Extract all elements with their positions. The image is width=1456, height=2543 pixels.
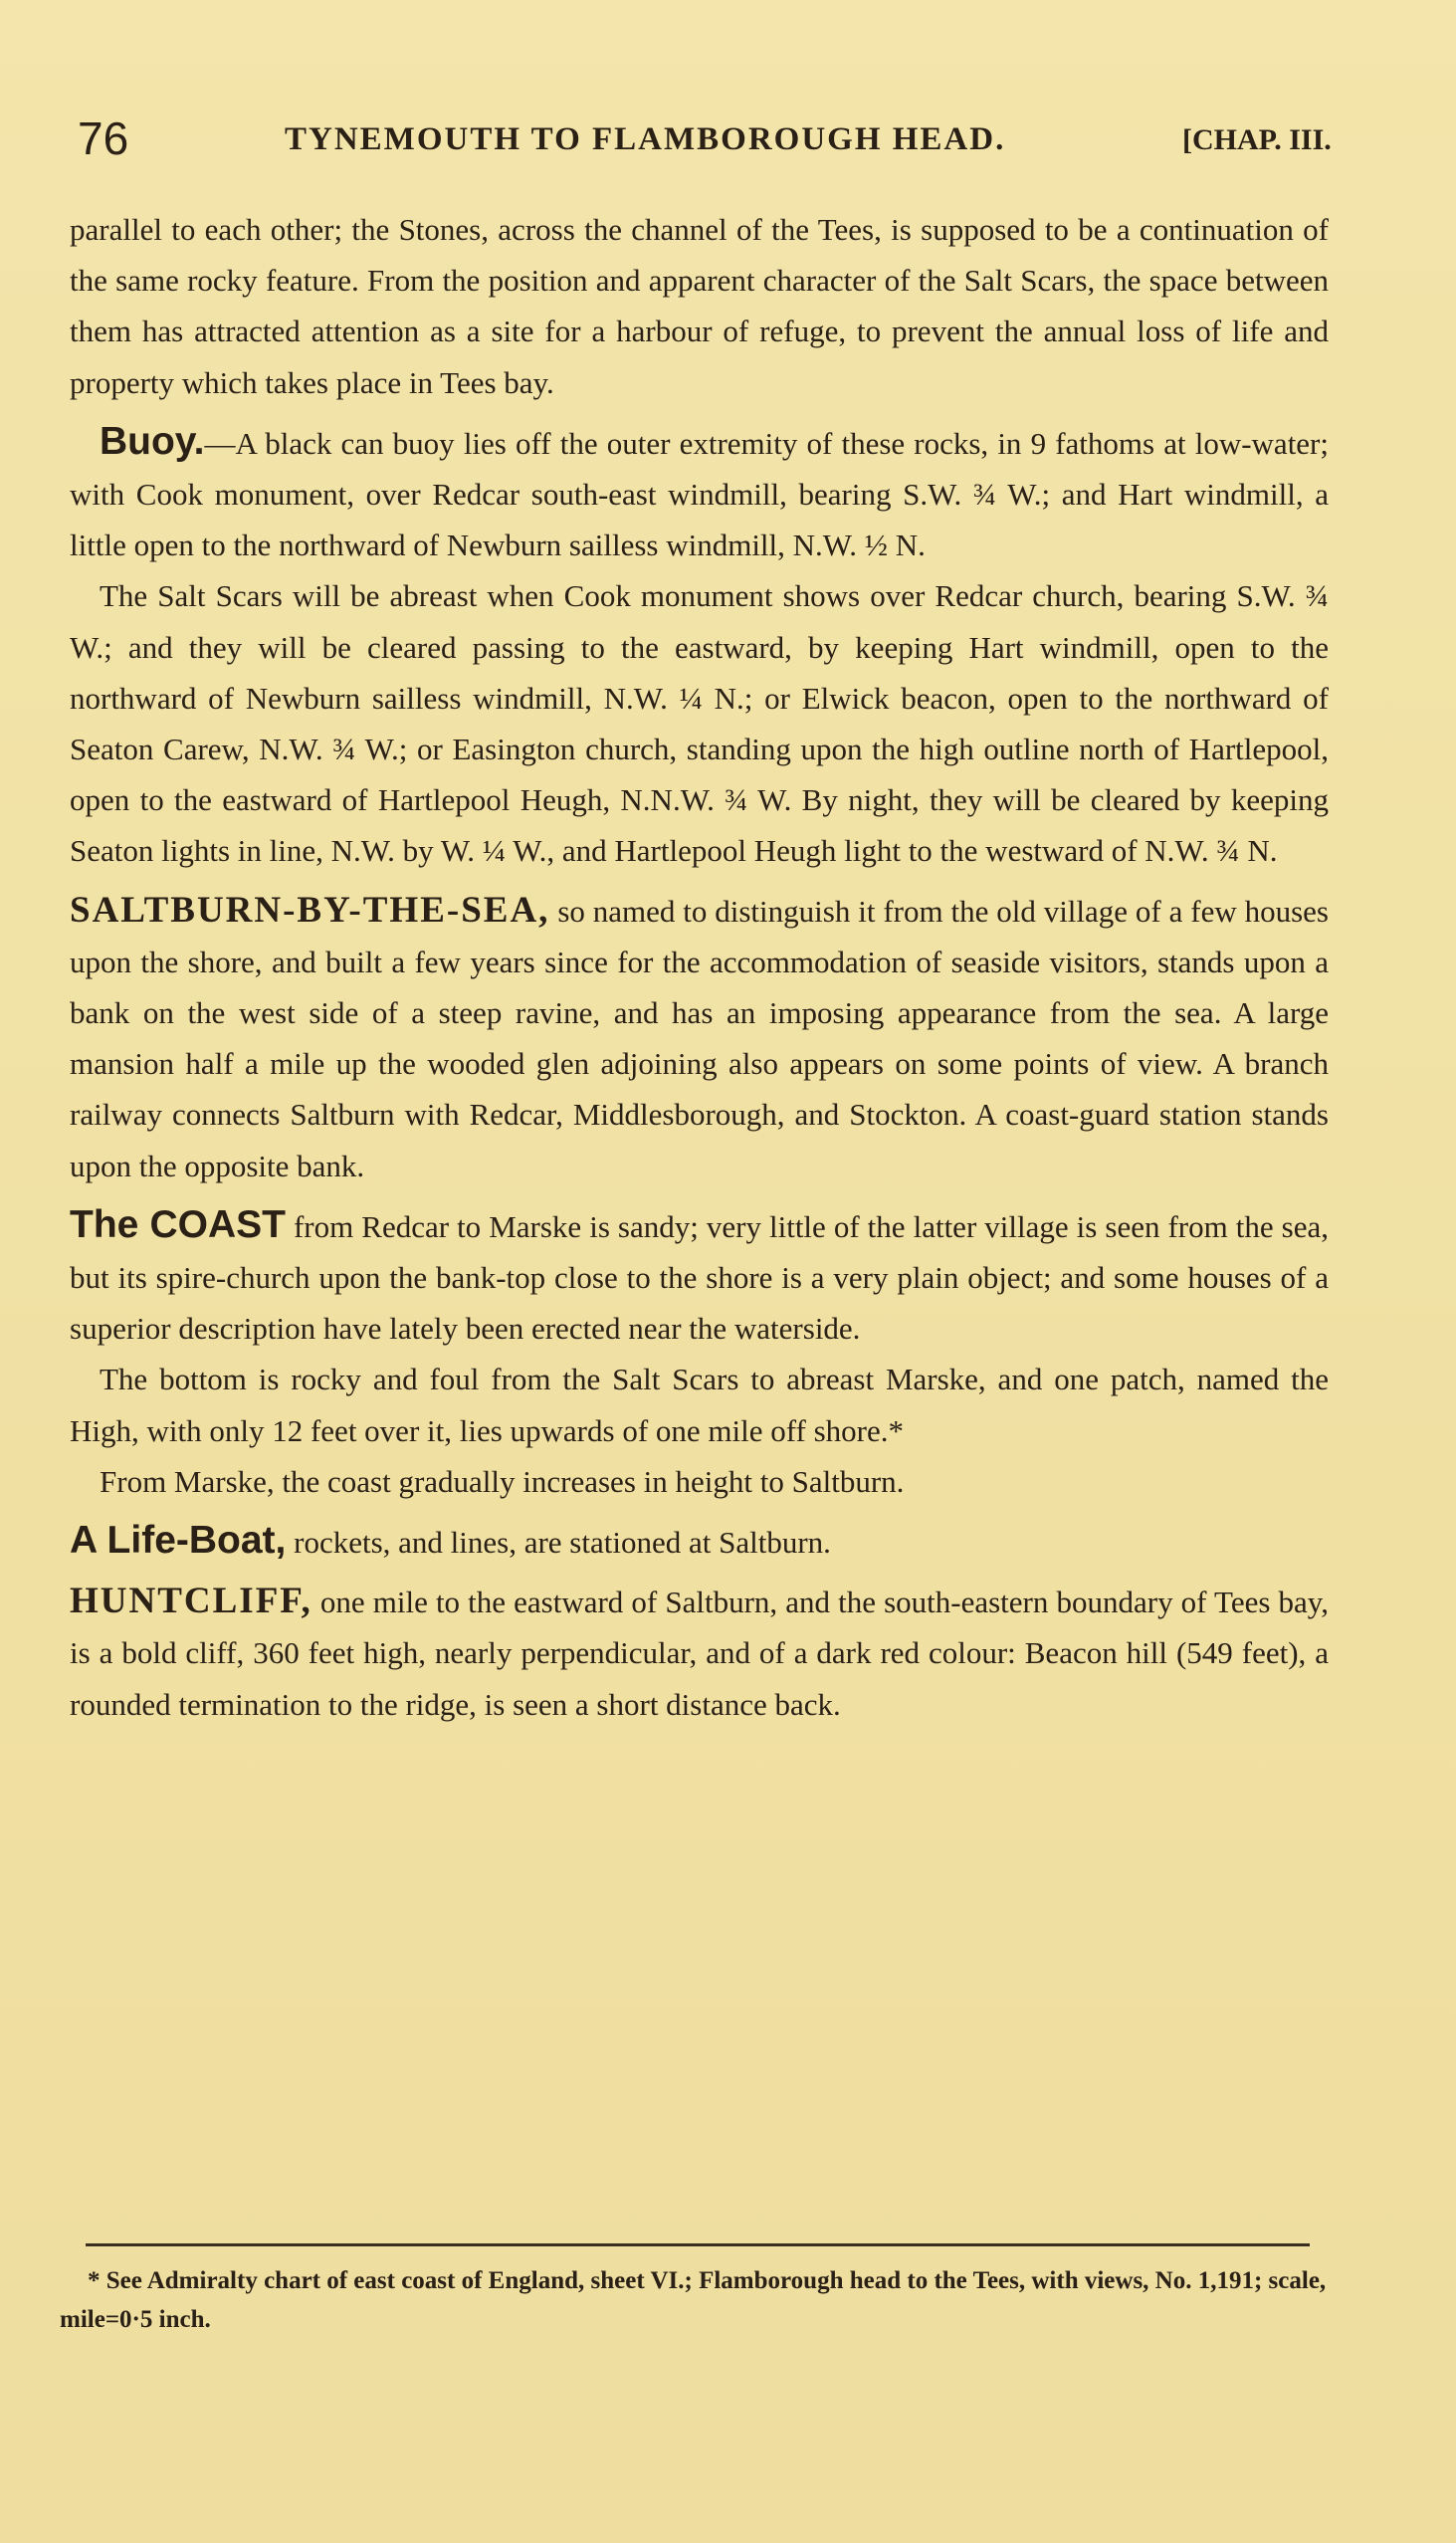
paragraph-huntcliff	[70, 1576, 1329, 1730]
footnote-rule	[86, 2243, 1310, 2246]
paragraph-bottom: The bottom is rocky and foul from the Salt Scars to abreast Marske, and one patch, named the High, with only 12 feet over it, lies upwards of one mile off shore.*	[70, 1362, 1329, 1448]
huntcliff-heading: HUNTCLIFF,	[70, 1581, 312, 1622]
paragraph-continuation: parallel to each other; the Stones, across the channel of the Tees, is supposed to be a continuation of the same rocky feature. From the position and apparent character of the Salt Scars, the space between them has attracted attention as a site for a harbour of refuge, to prevent the annual loss of life and property which takes place in Tees bay.	[70, 212, 1329, 400]
lifeboat-text: rockets, and lines, are stationed at Saltburn.	[286, 1525, 831, 1561]
page-number: 76	[78, 112, 129, 164]
paragraph-salt-scars: The Salt Scars will be abreast when Cook monument shows over Redcar church, bearing S.W. ¾ W.; and they will be cleared passing to the eastward, by keeping Hart windmill, open to the northward of Newburn sailless windmill, N.W. ¼ N.; or Elwick beacon, open to the northward of Seaton Carew, N.W. ¾ W.; or Easington church, standing upon the high outline north of Hartlepool, open to the eastward of Hartlepool Heugh, N.N.W. ¾ W. By night, they will be cleared by keeping Seaton lights in line, N.W. by W. ¼ W., and Hartlepool Heugh light to the westward of N.W. ¾ N.	[70, 578, 1329, 869]
huntcliff-text: one mile to the eastward of Saltburn, and the south-eastern boundary of Tees bay, is a bold cliff, 360 feet high, nearly perpendicular, and of a dark red colour: Beacon hill (549 feet), a rounded termination to the ridge, is seen a short distance back.	[70, 1585, 1329, 1722]
paragraph-saltburn	[70, 885, 1329, 1191]
coast-heading: The COAST	[70, 1202, 286, 1246]
paragraph-coast	[70, 1199, 1329, 1355]
running-title: TYNEMOUTH TO FLAMBOROUGH HEAD.	[285, 121, 1006, 157]
footnote	[60, 2261, 1334, 2339]
paragraph-buoy	[70, 416, 1329, 571]
body-text	[70, 204, 1329, 1730]
saltburn-heading: SALTBURN-BY-THE-SEA,	[70, 889, 550, 931]
paragraph-lifeboat	[70, 1515, 1329, 1568]
lifeboat-heading: A Life-Boat,	[70, 1519, 287, 1563]
paragraph-marske: From Marske, the coast gradually increases in height to Saltburn.	[100, 1463, 905, 1499]
buoy-text: —A black can buoy lies off the outer extremity of these rocks, in 9 fathoms at low-water; with Cook monument, over Redcar south-east windmill, bearing S.W. ¾ W.; and Hart windmill, a little open to the northward of Newburn sailless windmill, N.W. ½ N.	[70, 425, 1329, 563]
footnote-text: * See Admiralty chart of east coast of England, sheet VI.; Flamborough head to the Tees, with views, No. 1,191; scale, mile=0·5 inch.	[60, 2267, 1327, 2333]
page-header	[78, 111, 1391, 171]
chapter-marker: [CHAP. III.	[1182, 123, 1332, 156]
coast-text: from Redcar to Marske is sandy; very little of the latter village is seen from the sea, but its spire-church upon the bank-top close to the shore is a very plain object; and some houses of a superior description have lately been erected near the waterside.	[70, 1208, 1330, 1347]
saltburn-text: so named to distinguish it from the old village of a few houses upon the shore, and built a few years since for the accommodation of seaside visitors, stands upon a bank on the west side of a steep ravine, and has an imposing appearance from the sea. A large mansion half a mile up the wooded glen adjoining also appears on some points of view. A branch railway connects Saltburn with Redcar, Middlesborough, and Stockton. A coast-guard station stands upon the opposite bank.	[70, 893, 1329, 1183]
buoy-heading: Buoy.	[100, 419, 205, 463]
